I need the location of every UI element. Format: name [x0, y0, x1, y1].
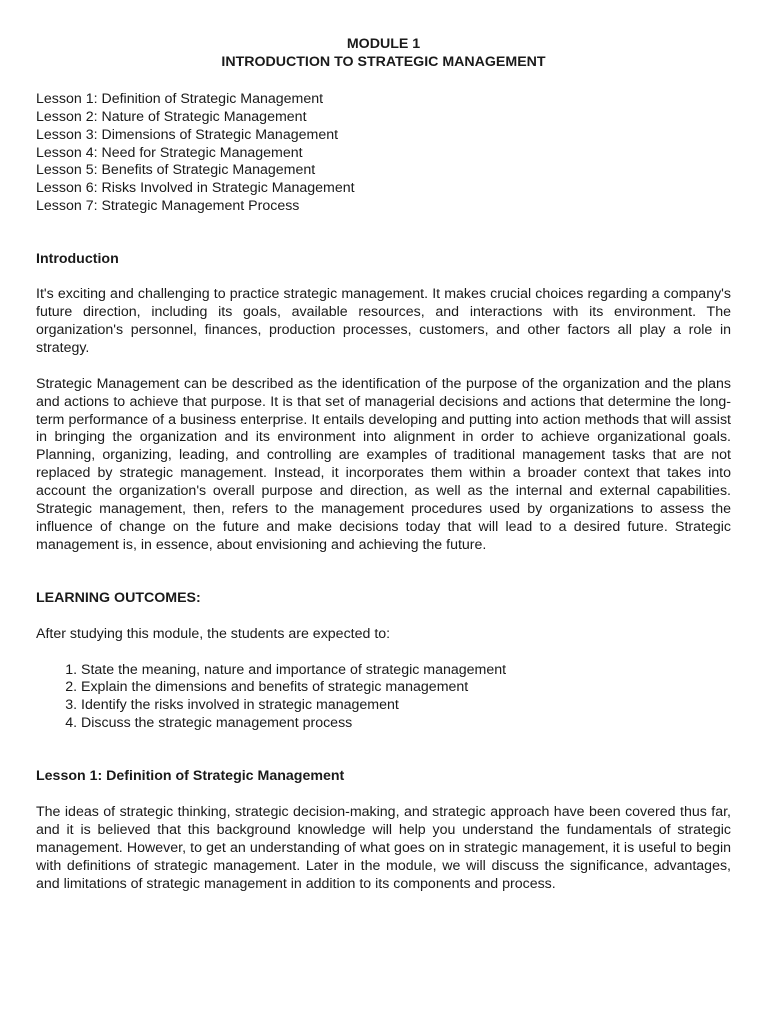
lesson-list-item: Lesson 2: Nature of Strategic Management	[36, 108, 307, 125]
list-item: 4. Discuss the strategic management process	[81, 715, 731, 733]
lesson-list-item: Lesson 3: Dimensions of Strategic Management	[36, 126, 339, 143]
learning-outcomes-list	[36, 662, 731, 734]
list-item: 2. Explain the dimensions and benefits of strategic management	[81, 679, 731, 697]
learning-outcomes-intro: After studying this module, the students are expected to:	[36, 625, 391, 642]
module-number: MODULE 1	[346, 36, 421, 52]
lesson1-heading: Lesson 1: Definition of Strategic Management	[36, 768, 345, 785]
introduction-heading: Introduction	[36, 251, 119, 268]
module-title: INTRODUCTION TO STRATEGIC MANAGEMENT	[221, 53, 546, 70]
lesson-list-item: Lesson 1: Definition of Strategic Management	[36, 90, 324, 107]
lesson-list-item: Lesson 7: Strategic Management Process	[36, 198, 300, 215]
introduction-paragraph: Strategic Management can be described as the identification of the purpose of the organization and the plans and actions to achieve that purpose. It is that set of managerial decisions and actions that determine the long-term performance of a business enterprise. It entails developing and putting into action methods that will assist in bringing the organization and its environment into alignment in order to achieve organizational goals. Planning, organizing, leading, and controlling are examples of traditional management tasks that are not replaced by strategic management. Instead, it incorporates them within a broader context that takes into account the organization's overall purpose and direction, as well as the internal and external capabilities. Strategic management, then, refers to the management procedures used by organizations to assess the influence of change on the future and make decisions today that will lead to a desired future. Strategic management is, in essence, about envisioning and achieving the future.	[36, 375, 743, 553]
lesson-list-item: Lesson 5: Benefits of Strategic Management	[36, 162, 316, 179]
lesson-list	[36, 91, 731, 216]
document-page	[36, 36, 743, 894]
lesson-list-item: Lesson 6: Risks Involved in Strategic Management	[36, 180, 355, 197]
lesson-list-item: Lesson 4: Need for Strategic Management	[36, 144, 303, 161]
learning-outcomes-heading: LEARNING OUTCOMES:	[36, 589, 201, 606]
list-item: 1. State the meaning, nature and importance of strategic management	[81, 662, 731, 680]
introduction-paragraph: It's exciting and challenging to practice strategic management. It makes crucial choices regarding a company's future direction, including its goals, available resources, and interactions with its environment. The organization's personnel, finances, production processes, customers, and other factors all play a role in strategy.	[36, 286, 731, 356]
lesson1-paragraph: The ideas of strategic thinking, strategic decision-making, and strategic approach have been covered thus far, and it is believed that this background knowledge will help you understand the fundamentals of strategic management. However, to get an understanding of what goes on in strategic management, it is useful to begin with definitions of strategic management. Later in the module, we will discuss the significance, advantages, and limitations of strategic management in addition to its components and process.	[36, 804, 731, 892]
list-item: 3. Identify the risks involved in strategic management	[81, 697, 731, 715]
